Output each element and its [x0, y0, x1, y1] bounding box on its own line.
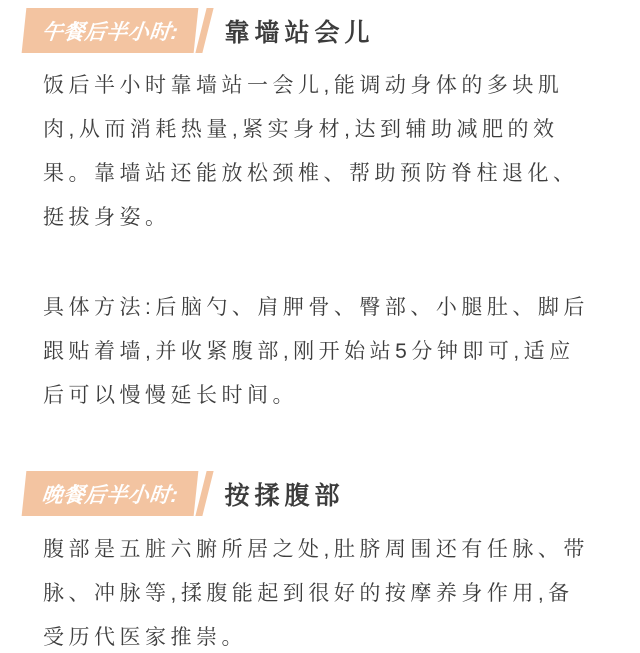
badge-slash-decoration — [195, 8, 213, 53]
section-title-dinner: 按揉腹部 — [224, 481, 345, 510]
section-header-dinner — [24, 471, 640, 516]
section-header-lunch — [24, 8, 640, 53]
time-badge-label: 晚餐后半小时: — [40, 483, 180, 507]
time-badge-lunch — [22, 8, 198, 53]
section-after-dinner — [0, 471, 640, 653]
section-after-lunch — [0, 8, 640, 418]
section-title-lunch: 靠墙站会儿 — [224, 18, 375, 47]
paragraph: 腹部是五脏六腑所居之处,肚脐周围还有任脉、带脉、冲脉等,揉腹能起到很好的按摩养身作用,备受历代医家推崇。 — [43, 538, 589, 649]
badge-slash-decoration — [195, 471, 213, 516]
paragraph: 具体方法:后脑勺、肩胛骨、臀部、小腿肚、脚后跟贴着墙,并收紧腹部,刚开始站5分钟即可,适应后可以慢慢延长时间。 — [43, 296, 589, 407]
time-badge-dinner — [22, 471, 198, 516]
paragraph: 饭后半小时靠墙站一会儿,能调动身体的多块肌肉,从而消耗热量,紧实身材,达到辅助减肥的效果。靠墙站还能放松颈椎、帮助预防脊柱退化、挺拔身姿。 — [43, 74, 579, 229]
time-badge-label: 午餐后半小时: — [40, 20, 180, 44]
